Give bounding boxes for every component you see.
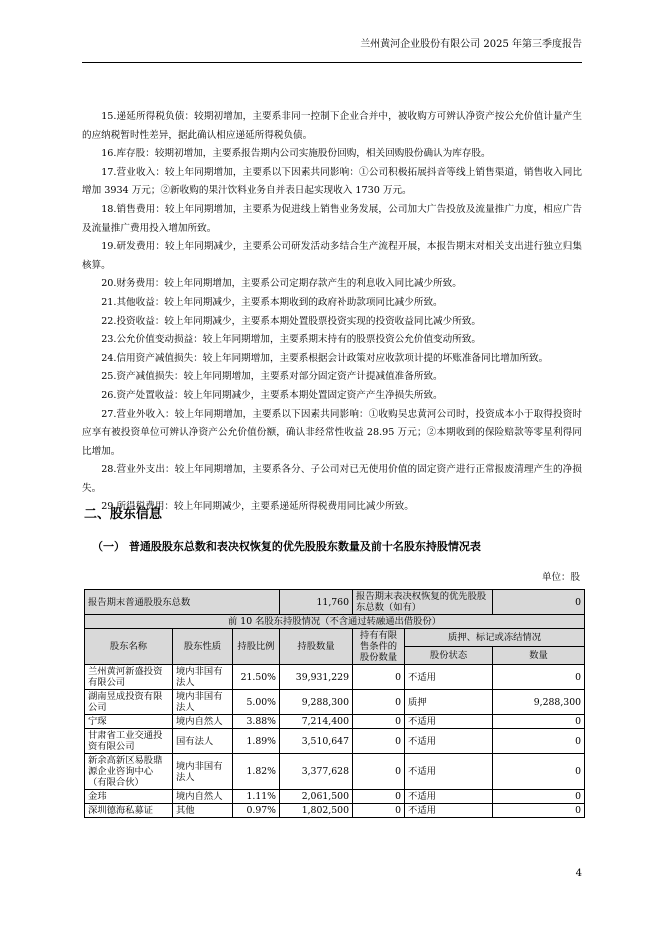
note-paragraph: 24.信用资产减值损失：较上年同期增加，主要系根据会计政策对应收款项计提的坏账准备同比增加所致。 (101, 352, 549, 364)
cell-name: 深圳德海私募证 (85, 804, 173, 818)
table-row (85, 754, 585, 790)
cell-ratio: 5.00% (233, 690, 280, 715)
col-header-nature: 股东性质 (173, 629, 233, 665)
table-row (85, 715, 585, 729)
shareholder-table (84, 589, 585, 818)
cell-name: 湖南昱成投资有限公司 (85, 690, 173, 715)
cell-restricted: 0 (353, 729, 405, 754)
cell-restricted: 0 (353, 754, 405, 790)
cell-qty: 3,510,647 (280, 729, 353, 754)
cell-qty: 3,377,628 (280, 754, 353, 790)
cell-nature: 境内非国有法人 (173, 690, 233, 715)
table-row (85, 790, 585, 804)
col-header-qty: 持股数量 (280, 629, 353, 665)
cell-qty: 9,288,300 (280, 690, 353, 715)
cell-status: 不适用 (405, 715, 493, 729)
cell-name: 金玮 (85, 790, 173, 804)
cell-amount: 0 (493, 729, 585, 754)
note-paragraph: 22.投资收益：较上年同期减少，主要系本期处置股票投资实现的投资收益同比减少所致。 (101, 315, 482, 327)
caption-row (85, 615, 585, 629)
note-paragraph: 29.所得税费用：较上年同期减少，主要系递延所得税费用同比减少所致。 (101, 501, 414, 513)
note-paragraph: 15.递延所得税负债：较期初增加，主要系非同一控制下企业合并中，被收购方可辨认净资产按公允价值计量产生的应纳税暂时性差异，据此确认相应递延所得税负债。 (82, 111, 582, 141)
col-header-amount: 数量 (493, 647, 585, 665)
common-holders-value: 11,760 (280, 590, 353, 615)
cell-nature: 境内非国有法人 (173, 665, 233, 690)
cell-qty: 7,214,400 (280, 715, 353, 729)
cell-restricted: 0 (353, 665, 405, 690)
note-paragraph: 21.其他收益：较上年同期减少，主要系本期收到的政府补助款项同比减少所致。 (101, 296, 443, 308)
cell-qty: 39,931,229 (280, 665, 353, 690)
cell-ratio: 1.11% (233, 790, 280, 804)
table-subtitle: （一） 普通股股东总数和表决权恢复的优先股股东数量及前十名股东持股情况表 (92, 540, 481, 553)
cell-amount: 0 (493, 804, 585, 818)
cell-ratio: 1.89% (233, 729, 280, 754)
cell-qty: 2,061,500 (280, 790, 353, 804)
cell-nature: 境内非国有法人 (173, 754, 233, 790)
note-paragraph: 28.营业外支出：较上年同期增加，主要系各分、子公司对已无使用价值的固定资产进行正常报废清理产生的净损失。 (82, 464, 582, 494)
cell-status: 不适用 (405, 665, 493, 690)
col-header-status: 股份状态 (405, 647, 493, 665)
note-paragraph: 26.资产处置收益：较上年同期减少，主要系本期处置固定资产产生净损失所致。 (101, 389, 443, 401)
note-paragraph: 27.营业外收入：较上年同期增加，主要系以下因素共同影响：①收购吴忠黄河公司时，投资成本小于取得投资时应享有被投资单位可辨认净资产公允价值份额，确认非经常性收益 28.95 万元；②本期收到的保险赔款等零星利得同比增加。 (82, 408, 582, 457)
cell-status: 质押 (405, 690, 493, 715)
cell-status: 不适用 (405, 790, 493, 804)
table-row (85, 804, 585, 818)
unit-label: 单位：股 (541, 572, 580, 583)
cell-amount: 9,288,300 (493, 690, 585, 715)
cell-name: 新余高新区易股鼎源企业咨询中心（有限合伙） (85, 754, 173, 790)
note-paragraph: 16.库存股：较期初增加，主要系报告期内公司实施股份回购，相关回购股份确认为库存股。 (101, 148, 491, 160)
notes-paragraphs (82, 108, 582, 517)
cell-restricted: 0 (353, 790, 405, 804)
cell-amount: 0 (493, 665, 585, 690)
note-paragraph: 19.研发费用：较上年同期减少，主要系公司研发活动多结合生产流程开展，本报告期末对相关支出进行独立归集核算。 (82, 241, 582, 271)
pref-holders-label: 报告期末表决权恢复的优先股股东总数（如有） (353, 590, 493, 615)
col-header-pledge: 质押、标记或冻结情况 (405, 629, 585, 647)
col-header-name: 股东名称 (85, 629, 173, 665)
cell-nature: 国有法人 (173, 729, 233, 754)
note-paragraph: 17.营业收入：较上年同期增加，主要系以下因素共同影响：①公司积极拓展抖音等线上销售渠道，销售收入同比增加 3934 万元；②新收购的果汁饮料业务自并表日起实现收入 1730 万元。 (82, 166, 582, 197)
cell-status: 不适用 (405, 754, 493, 790)
cell-amount: 0 (493, 715, 585, 729)
col-header-restricted: 持有有限售条件的股份数量 (353, 629, 405, 665)
cell-restricted: 0 (353, 715, 405, 729)
cell-nature: 境内自然人 (173, 790, 233, 804)
note-paragraph: 25.资产减值损失：较上年同期增加，主要系对部分固定资产计提减值准备所致。 (101, 371, 443, 383)
cell-nature: 境内自然人 (173, 715, 233, 729)
cell-ratio: 3.88% (233, 715, 280, 729)
cell-name: 兰州黄河新盛投资有限公司 (85, 665, 173, 690)
report-header: 兰州黄河企业股份有限公司 2025 年第三季度报告 (360, 39, 582, 50)
note-paragraph: 18.销售费用：较上年同期增加，主要系为促进线上销售业务发展，公司加大广告投放及流量推广力度，相应广告及流量推广费用投入增加所致。 (82, 203, 582, 234)
section-title: 二、股东信息 (84, 507, 163, 522)
summary-row (85, 590, 585, 615)
header-row (85, 629, 585, 647)
cell-ratio: 21.50% (233, 665, 280, 690)
pref-holders-value: 0 (493, 590, 585, 615)
table-row (85, 665, 585, 690)
cell-qty: 1,802,500 (280, 804, 353, 818)
note-paragraph: 20.财务费用：较上年同期增加，主要系公司定期存款产生的利息收入同比减少所致。 (101, 278, 462, 290)
cell-ratio: 1.82% (233, 754, 280, 790)
cell-restricted: 0 (353, 690, 405, 715)
common-holders-label: 报告期末普通股股东总数 (85, 590, 280, 615)
cell-amount: 0 (493, 790, 585, 804)
cell-name: 甘肃省工业交通投资有限公司 (85, 729, 173, 754)
cell-name: 宁琛 (85, 715, 173, 729)
col-header-ratio: 持股比例 (233, 629, 280, 665)
page-number: 4 (575, 868, 582, 879)
top10-caption: 前 10 名股东持股情况（不含通过转融通出借股份） (85, 615, 585, 629)
cell-restricted: 0 (353, 804, 405, 818)
cell-status: 不适用 (405, 804, 493, 818)
table-row (85, 690, 585, 715)
cell-amount: 0 (493, 754, 585, 790)
header-rule (82, 62, 582, 63)
note-paragraph: 23.公允价值变动损益：较上年同期增加，主要系期末持有的股票投资公允价值变动所致。 (101, 334, 482, 346)
cell-nature: 其他 (173, 804, 233, 818)
cell-ratio: 0.97% (233, 804, 280, 818)
cell-status: 不适用 (405, 729, 493, 754)
table-row (85, 729, 585, 754)
